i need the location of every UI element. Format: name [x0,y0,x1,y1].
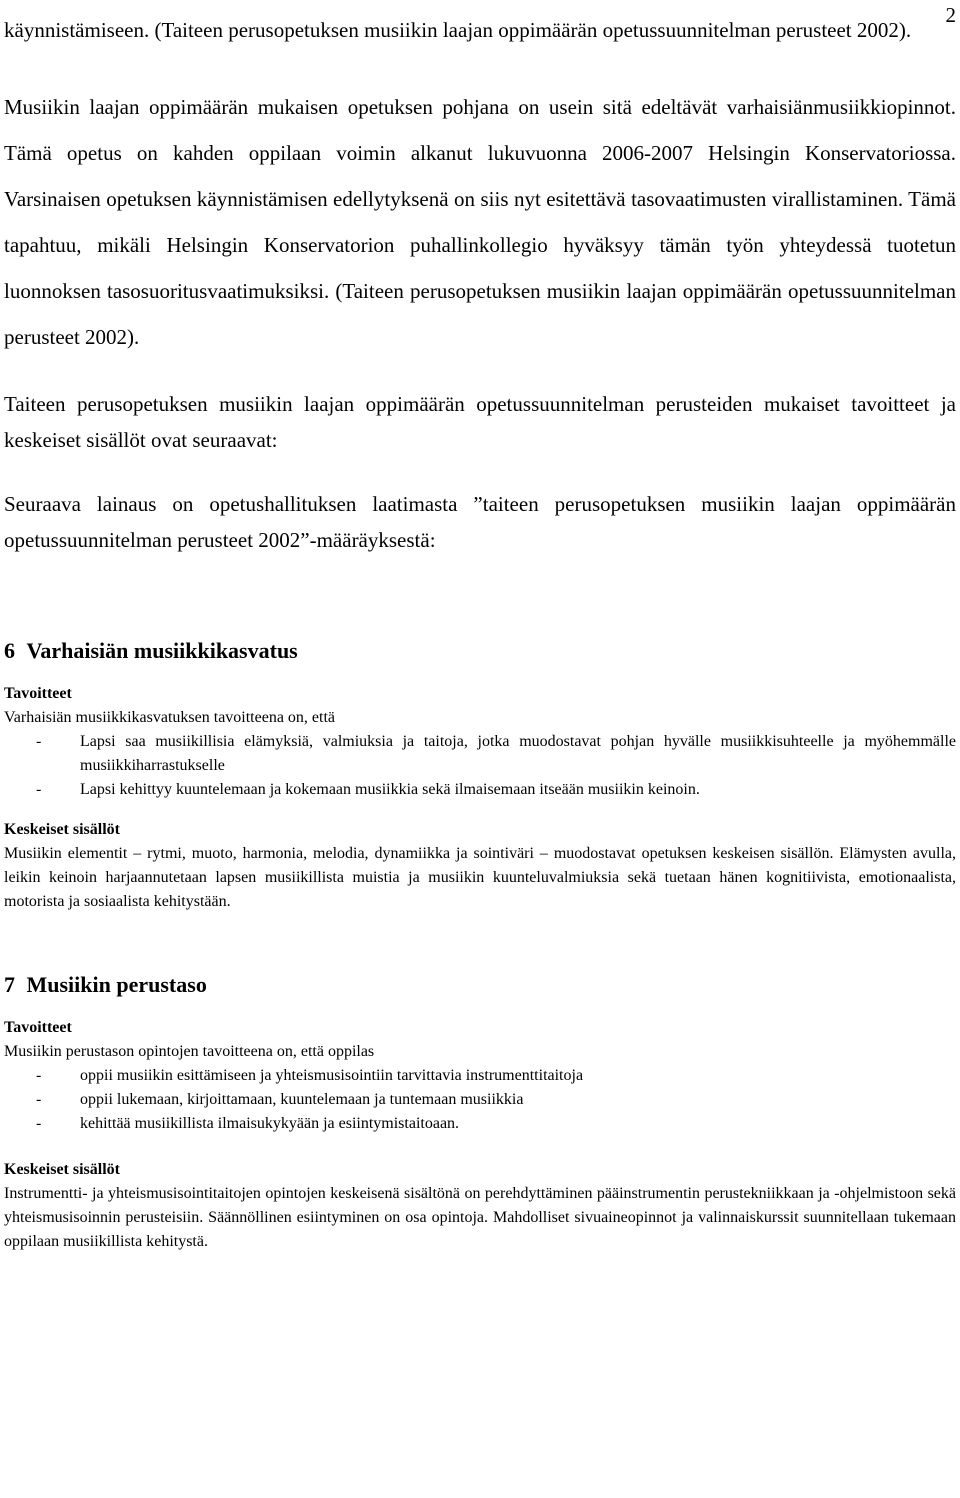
section-6-number: 6 [4,638,15,663]
list-item [4,1088,956,1112]
section-6-heading [4,636,956,666]
section-6-title: Varhaisiän musiikkikasvatus [26,638,298,663]
section-7-heading [4,970,956,1000]
list-item [4,1064,956,1088]
section-6-content-text: Musiikin elementit – rytmi, muoto, harmonia, melodia, dynamiikka ja sointiväri – muodostavat opetuksen keskeisen sisällön. Elämysten avulla, leikin keinoin harjaannutetaan lapsen musiikillista muistia ja musiikin kuunteluvalmiuksia sekä tuetaan hänen kognitiivista, emotionaalista, motorista ja sosiaalista kehitystään. [4,845,956,910]
list-item [4,1112,956,1136]
section-7-content-title: Keskeiset sisällöt [4,1161,120,1178]
spacer [4,1136,956,1158]
list-dash: - [36,1067,42,1084]
list-item [4,778,956,802]
list-item-text: Lapsi saa musiikillisia elämyksiä, valmiuksia ja taitoja, jotka muodostavat pohjan hyvälle musiikkisuhteelle ja myöhemmälle musiikkiharrastukselle [80,733,956,774]
list-item-text: Lapsi kehittyy kuuntelemaan ja kokemaan musiikkia sekä ilmaisemaan itseään musiikin keinoin. [80,781,700,798]
page-number: 2 [945,3,956,27]
section-7-content-text: Instrumentti- ja yhteismusisointitaitojen opintojen keskeisenä sisältönä on perehdyttäminen pääinstrumentin perustekniikkaan ja -ohjelmistoon sekä yhteismusisoinnin perusteisiin. Säännöllinen esiintyminen on osa opintoja. Mahdolliset sivuaineopinnot ja valinnaiskurssit suunnitellaan tukemaan oppilaan musiikillista kehitystä. [4,1185,956,1250]
spacer [4,802,956,818]
list-item-text: oppii lukemaan, kirjoittamaan, kuuntelemaan ja tuntemaan musiikkia [80,1091,524,1108]
section-7-goals-intro: Musiikin perustason opintojen tavoitteena on, että oppilas [4,1043,375,1060]
section-6-goals-title: Tavoitteet [4,685,72,702]
section-6-content-title: Keskeiset sisällöt [4,821,120,838]
section-7-number: 7 [4,972,15,997]
intro-paragraph-1: käynnistämiseen. (Taiteen perusopetuksen musiikin laajan oppimäärän opetussuunnitelman perusteet 2002). [4,18,912,42]
intro-paragraph-3: Taiteen perusopetuksen musiikin laajan oppimäärän opetussuunnitelman perusteiden mukaiset tavoitteet ja keskeiset sisällöt ovat seuraavat: [4,392,956,452]
list-dash: - [36,733,42,750]
section-7-title: Musiikin perustaso [26,972,207,997]
spacer [4,1000,956,1016]
section-6-goals-intro: Varhaisiän musiikkikasvatuksen tavoitteena on, että [4,709,336,726]
spacer [4,914,956,970]
list-item-text: kehittää musiikillista ilmaisukykyään ja esiintymistaitoaan. [80,1115,460,1132]
list-item [4,730,956,778]
document-body [4,0,956,1254]
section-7-goals-list [4,1064,956,1136]
list-item-text: oppii musiikin esittämiseen ja yhteismusisointiin tarvittavia instrumenttitaitoja [80,1067,584,1084]
list-dash: - [36,781,42,798]
section-6-goals-list [4,730,956,802]
spacer [4,666,956,682]
list-dash: - [36,1091,42,1108]
section-7-goals-title: Tavoitteet [4,1019,72,1036]
spacer [4,558,956,636]
intro-paragraph-2: Musiikin laajan oppimäärän mukaisen opetuksen pohjana on usein sitä edeltävät varhaisiänmusiikkiopinnot. Tämä opetus on kahden oppilaan voimin alkanut lukuvuonna 2006-2007 Helsingin Konservatoriossa. Varsinaisen opetuksen käynnistämisen edellytyksenä on siis nyt esitettävä tasovaatimusten virallistaminen. Tämä tapahtuu, mikäli Helsingin Konservatorion puhallinkollegio hyväksyy tämän työn yhteydessä tuotetun luonnoksen tasosuoritusvaatimuksiksi. (Taiteen perusopetuksen musiikin laajan oppimäärän opetussuunnitelman perusteet 2002). [4,95,956,349]
list-dash: - [36,1115,42,1132]
intro-paragraph-4: Seuraava lainaus on opetushallituksen laatimasta ”taiteen perusopetuksen musiikin laajan oppimäärän opetussuunnitelman perusteet 2002”-määräyksestä: [4,492,956,552]
